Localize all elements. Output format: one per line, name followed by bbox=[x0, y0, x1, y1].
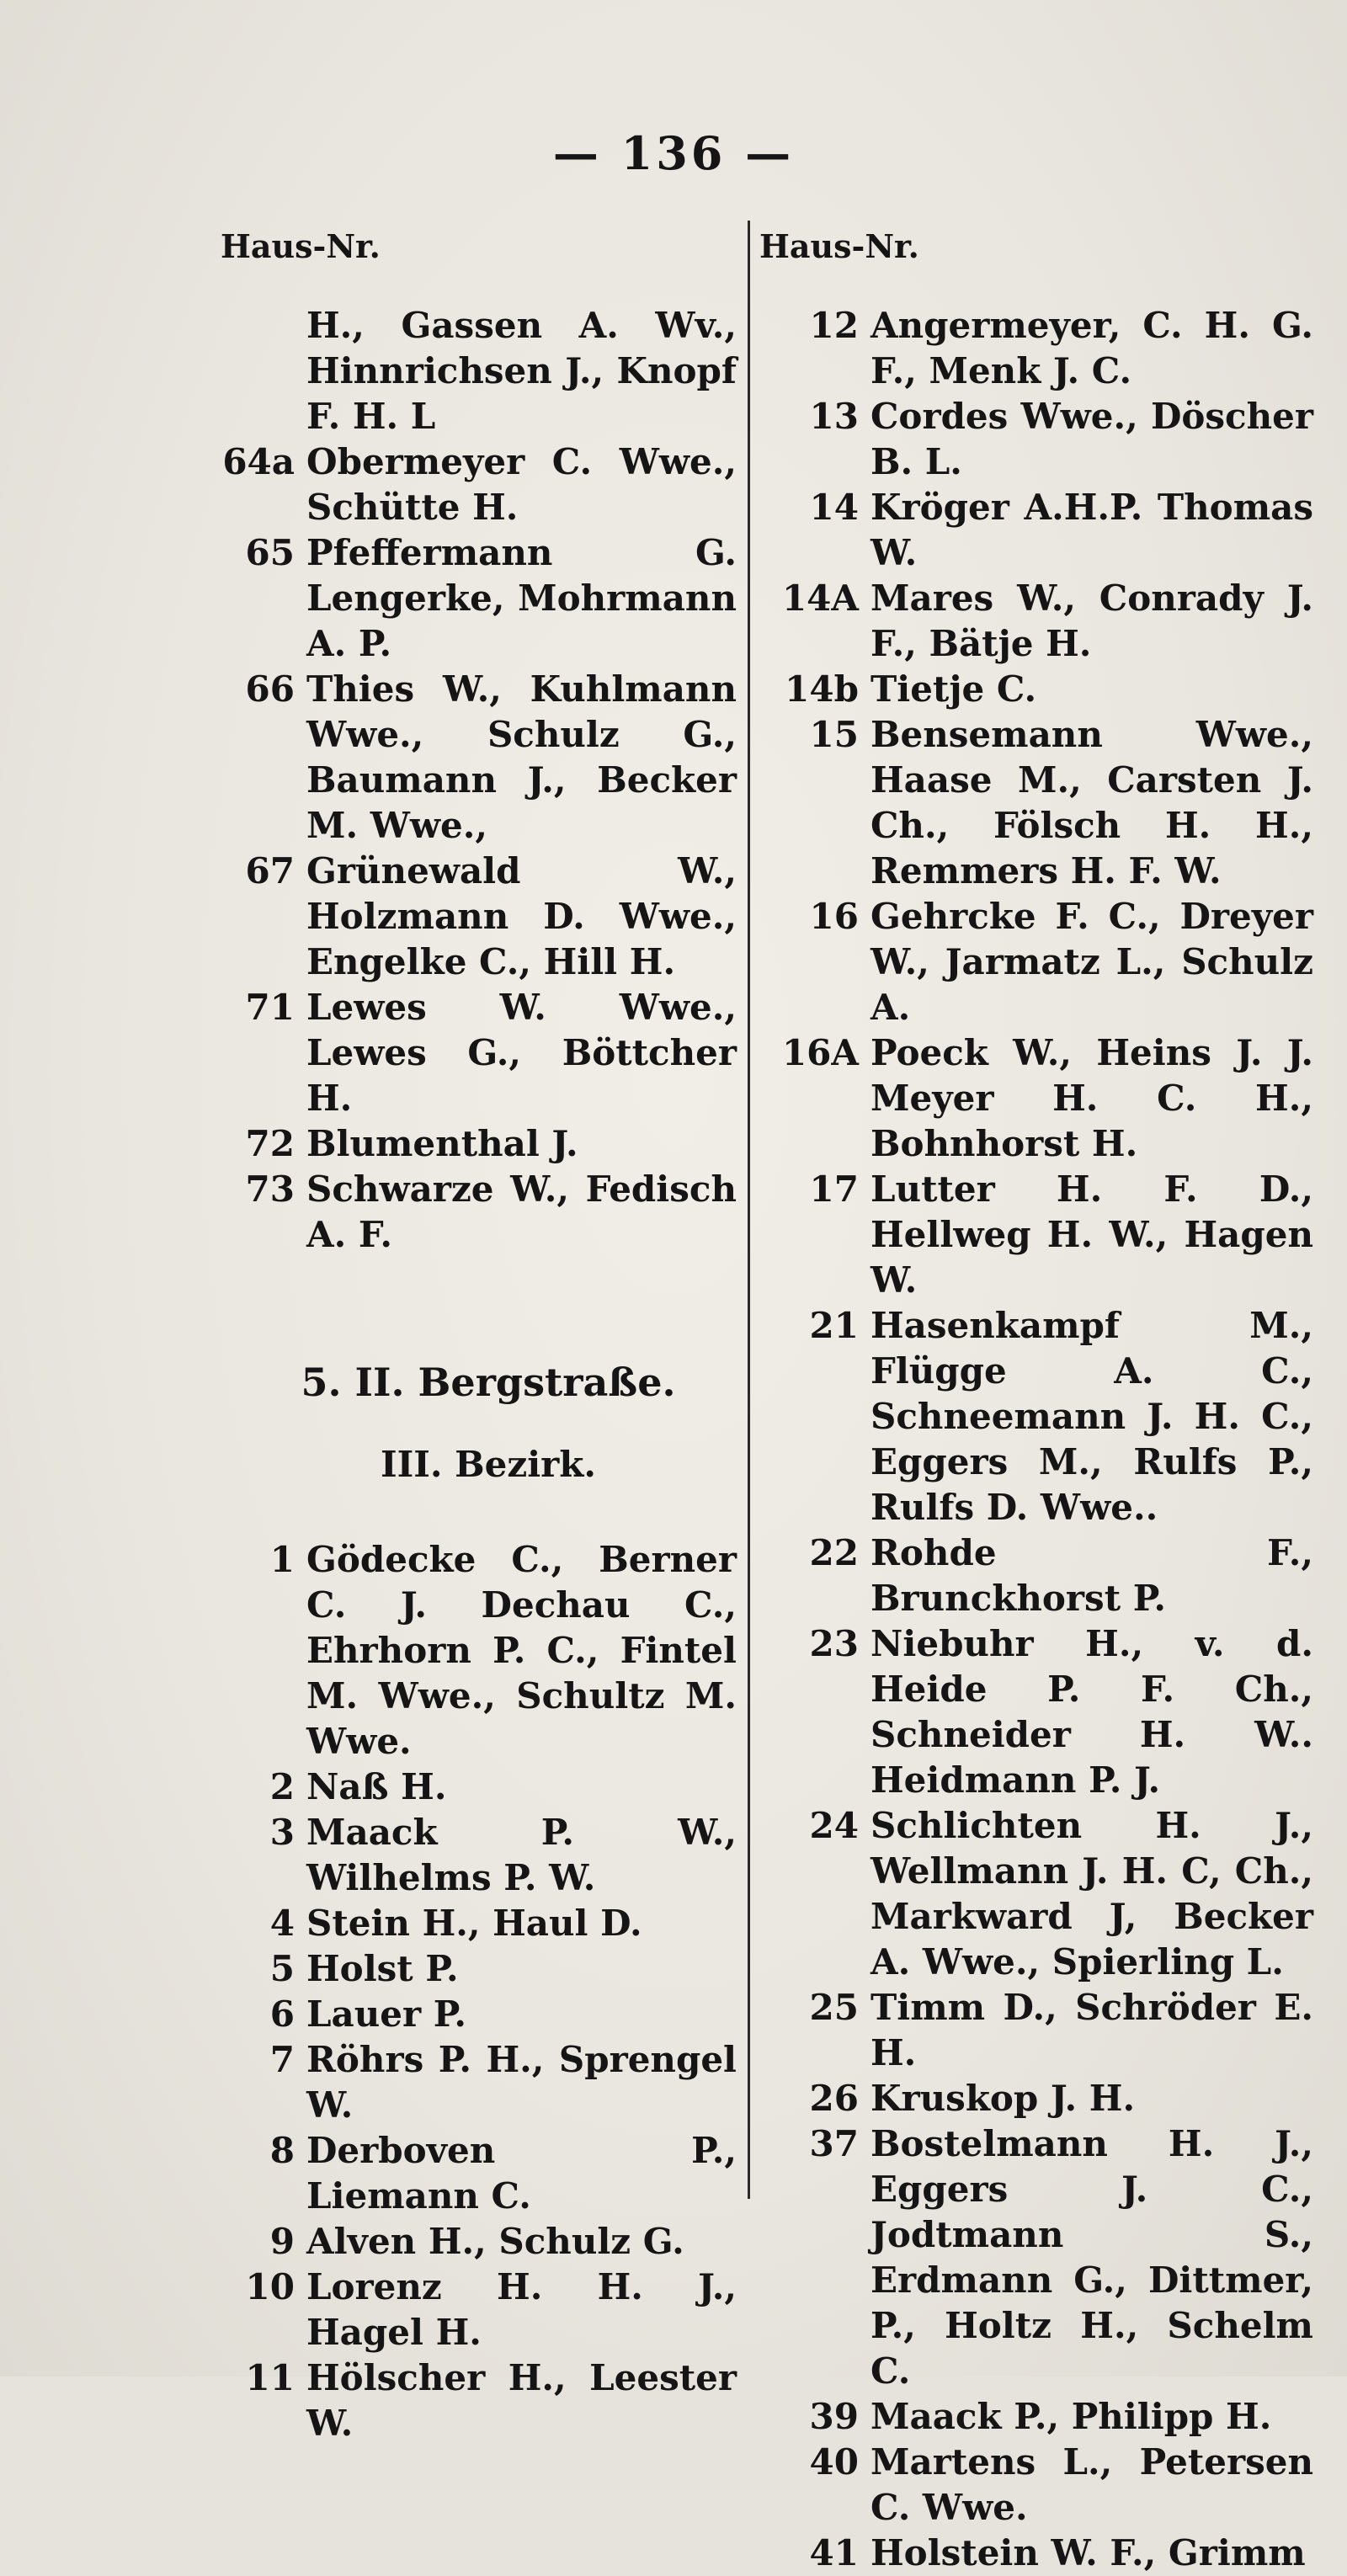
directory-entry bbox=[758, 1530, 1313, 1621]
directory-entry bbox=[758, 303, 1313, 394]
house-number: 40 bbox=[809, 2441, 859, 2483]
directory-entry bbox=[758, 1030, 1313, 1167]
resident-names: Lewes W. Wwe., Lewes G., Böttcher H. bbox=[306, 987, 737, 1119]
resident-names: Bensemann Wwe., Haase M., Carsten J. Ch., Fölsch H. H., Remmers H. F. W. bbox=[870, 714, 1313, 891]
directory-entry bbox=[758, 576, 1313, 667]
resident-names: Kröger A.H.P. Thomas W. bbox=[870, 487, 1313, 573]
left-top-entries bbox=[206, 303, 737, 1258]
house-number: 39 bbox=[809, 2396, 859, 2437]
directory-entry bbox=[758, 1303, 1313, 1530]
directory-entry bbox=[206, 1537, 737, 1764]
resident-names: Grünewald W., Holzmann D. Wwe., Engelke C., Hill H. bbox=[306, 850, 737, 982]
house-number: 7 bbox=[269, 2039, 295, 2080]
resident-names: Tietje C. bbox=[870, 668, 1037, 710]
house-number: 25 bbox=[809, 1987, 859, 2028]
directory-entry bbox=[758, 2121, 1313, 2394]
resident-names: Gödecke C., Berner C. J. Dechau C., Ehrhorn P. C., Fintel M. Wwe., Schultz M. Wwe. bbox=[306, 1539, 737, 1762]
house-number: 16A bbox=[781, 1032, 859, 1073]
left-column bbox=[206, 303, 737, 2446]
house-number: 16 bbox=[809, 896, 859, 937]
house-number: 64a bbox=[222, 441, 295, 482]
resident-names: Lutter H. F. D., Hellweg H. W., Hagen W. bbox=[870, 1168, 1313, 1301]
right-column bbox=[758, 303, 1313, 2576]
house-number: 37 bbox=[809, 2123, 859, 2164]
directory-entry bbox=[206, 1901, 737, 1946]
house-number: 15 bbox=[809, 714, 859, 755]
house-number: 14b bbox=[785, 668, 859, 710]
directory-entry bbox=[206, 2265, 737, 2355]
directory-entry bbox=[758, 2531, 1313, 2576]
resident-names: Stein H., Haul D. bbox=[306, 1903, 642, 1944]
house-number: 5 bbox=[269, 1948, 295, 1989]
directory-entry bbox=[206, 1946, 737, 1992]
resident-names: Maack P. W., Wilhelms P. W. bbox=[306, 1812, 737, 1898]
resident-names: Holstein W. F., Grimm bbox=[870, 2532, 1306, 2573]
resident-names: Obermeyer C. Wwe., Schütte H. bbox=[306, 441, 737, 528]
house-number: 66 bbox=[245, 668, 295, 710]
resident-names: Schwarze W., Fedisch A. F. bbox=[306, 1168, 737, 1255]
house-number: 73 bbox=[245, 1168, 295, 1210]
resident-names: Mares W., Conrady J. F., Bätje H. bbox=[870, 577, 1313, 664]
resident-names: Poeck W., Heins J. J. Meyer H. C. H., Bohnhorst H. bbox=[870, 1032, 1313, 1164]
left-bottom-entries bbox=[206, 1537, 737, 2446]
directory-entry bbox=[206, 849, 737, 985]
directory-entry bbox=[758, 394, 1313, 485]
resident-names: Derboven P., Liemann C. bbox=[306, 2130, 737, 2217]
right-column-header: Haus-Nr. bbox=[759, 227, 919, 265]
resident-names: Holst P. bbox=[306, 1948, 459, 1989]
directory-entry bbox=[206, 2037, 737, 2128]
resident-names: Pfeffermann G. Lengerke, Mohrmann A. P. bbox=[306, 532, 737, 664]
resident-names: H., Gassen A. Wv., Hinnrichsen J., Knopf F. H. L bbox=[306, 305, 737, 437]
house-number: 26 bbox=[809, 2078, 859, 2119]
house-number: 6 bbox=[269, 1993, 295, 2035]
directory-entry bbox=[206, 530, 737, 667]
directory-entry bbox=[758, 485, 1313, 576]
house-number: 14 bbox=[809, 487, 859, 528]
resident-names: Schlichten H. J., Wellmann J. H. C, Ch., Markward J, Becker A. Wwe., Spierling L. bbox=[870, 1805, 1313, 1983]
house-number: 10 bbox=[245, 2266, 295, 2307]
directory-entry bbox=[758, 1803, 1313, 1985]
house-number: 1 bbox=[269, 1539, 295, 1580]
resident-names: Gehrcke F. C., Dreyer W., Jarmatz L., Schulz A. bbox=[870, 896, 1313, 1028]
house-number: 13 bbox=[809, 396, 859, 437]
resident-names: Blumenthal J. bbox=[306, 1123, 578, 1164]
directory-entry bbox=[758, 2394, 1313, 2440]
resident-names: Maack P., Philipp H. bbox=[870, 2396, 1272, 2437]
directory-entry bbox=[206, 2219, 737, 2265]
resident-names: Cordes Wwe., Döscher B. L. bbox=[870, 396, 1313, 482]
directory-entry bbox=[758, 712, 1313, 894]
resident-names: Röhrs P. H., Sprengel W. bbox=[306, 2039, 737, 2126]
house-number: 9 bbox=[269, 2221, 295, 2262]
resident-names: Lorenz H. H. J., Hagel H. bbox=[306, 2266, 737, 2353]
directory-entry bbox=[758, 1167, 1313, 1303]
house-number: 65 bbox=[245, 532, 295, 573]
house-number: 3 bbox=[269, 1812, 295, 1853]
directory-entry bbox=[206, 1764, 737, 1810]
directory-entry bbox=[758, 894, 1313, 1030]
resident-names: Timm D., Schröder E. H. bbox=[870, 1987, 1313, 2073]
resident-names: Martens L., Petersen C. Wwe. bbox=[870, 2441, 1313, 2528]
directory-entry bbox=[758, 2076, 1313, 2121]
directory-entry bbox=[206, 2128, 737, 2219]
resident-names: Alven H., Schulz G. bbox=[306, 2221, 684, 2262]
directory-entry bbox=[758, 2440, 1313, 2531]
resident-names: Niebuhr H., v. d. Heide P. F. Ch., Schneider H. W.. Heidmann P. J. bbox=[870, 1623, 1313, 1801]
resident-names: Hasenkampf M., Flügge A. C., Schneemann J. H. C., Eggers M., Rulfs P., Rulfs D. Wwe.. bbox=[870, 1305, 1313, 1528]
directory-entry bbox=[206, 667, 737, 849]
resident-names: Thies W., Kuhlmann Wwe., Schulz G., Baumann J., Becker M. Wwe., bbox=[306, 668, 737, 846]
directory-entry bbox=[206, 1810, 737, 1901]
column-divider bbox=[748, 221, 750, 2199]
directory-entry bbox=[206, 1992, 737, 2037]
directory-entry bbox=[758, 667, 1313, 712]
house-number: 8 bbox=[269, 2130, 295, 2171]
resident-names: Angermeyer, C. H. G. F., Menk J. C. bbox=[870, 305, 1313, 391]
house-number: 24 bbox=[809, 1805, 859, 1846]
resident-names: Bostelmann H. J., Eggers J. C., Jodtmann S., Erdmann G., Dittmer, P., Holtz H., Schelm C. bbox=[870, 2123, 1313, 2392]
right-entries bbox=[758, 303, 1313, 2576]
resident-names: Hölscher H., Leester W. bbox=[306, 2357, 737, 2444]
house-number: 23 bbox=[809, 1623, 859, 1664]
house-number: 21 bbox=[809, 1305, 859, 1346]
resident-names: Naß H. bbox=[306, 1766, 447, 1807]
directory-entry bbox=[206, 439, 737, 530]
house-number: 11 bbox=[245, 2357, 295, 2398]
street-heading: 5. II. Bergstraße. bbox=[301, 1360, 676, 1405]
house-number: 41 bbox=[809, 2532, 859, 2573]
directory-entry bbox=[206, 985, 737, 1121]
house-number: 71 bbox=[245, 987, 295, 1028]
house-number: 72 bbox=[245, 1123, 295, 1164]
left-column-header: Haus-Nr. bbox=[221, 227, 381, 265]
house-number: 4 bbox=[269, 1903, 295, 1944]
resident-names: Kruskop J. H. bbox=[870, 2078, 1136, 2119]
house-number: 12 bbox=[809, 305, 859, 346]
house-number: 14A bbox=[781, 577, 859, 619]
directory-entry bbox=[206, 1167, 737, 1258]
house-number: 17 bbox=[809, 1168, 859, 1210]
district-heading: III. Bezirk. bbox=[380, 1444, 597, 1485]
house-number: 67 bbox=[245, 850, 295, 891]
directory-entry bbox=[206, 303, 737, 439]
resident-names: Rohde F., Brunckhorst P. bbox=[870, 1532, 1313, 1619]
house-number: 22 bbox=[809, 1532, 859, 1573]
house-number: 2 bbox=[269, 1766, 295, 1807]
page-number: — 136 — bbox=[552, 126, 795, 180]
resident-names: Lauer P. bbox=[306, 1993, 467, 2035]
directory-entry bbox=[758, 1621, 1313, 1803]
directory-entry bbox=[206, 1121, 737, 1167]
directory-entry bbox=[206, 2355, 737, 2446]
directory-entry bbox=[758, 1985, 1313, 2076]
